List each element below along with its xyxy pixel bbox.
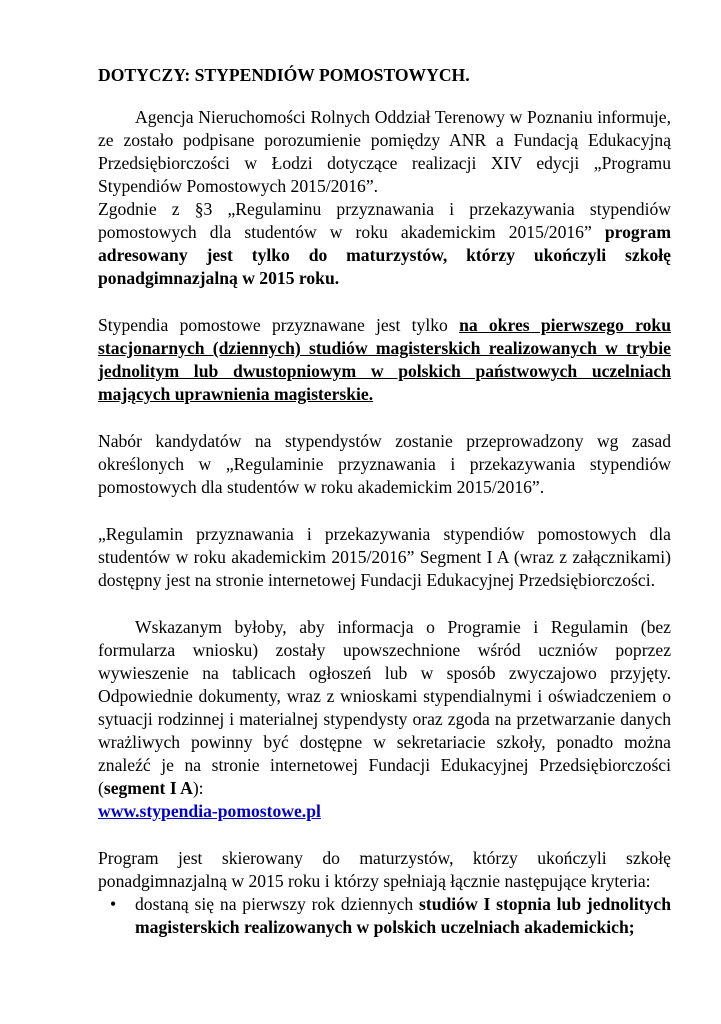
regulation-bold-text: program adresowany jest tylko do maturzystów, którzy ukończyli szkołę ponadgimnazjalną w 2015 roku.	[98, 222, 671, 288]
paragraph-program-criteria	[98, 847, 671, 893]
recruitment-text: Nabór kandydatów na stypendystów zostanie przeprowadzony wg zasad określonych w „Regulaminie przyznawania i przekazywania stypendiów pomostowych dla studentów w roku akademickim 2015/2016”.	[98, 431, 671, 497]
paragraph-regulation-availability	[98, 523, 671, 592]
information-after: ):	[192, 778, 204, 798]
announcement-text: Agencja Nieruchomości Rolnych Oddział Terenowy w Poznaniu informuje, ze zostało podpisane porozumienie pomiędzy ANR a Fundacją Edukacyjną Przedsiębiorczości w Łodzi dotyczące realizacji XIV edycji „Programu Stypendiów Pomostowych 2015/2016”.	[98, 107, 671, 196]
regulation-availability-text: „Regulamin przyznawania i przekazywania stypendiów pomostowych dla studentów w roku akademickim 2015/2016” Segment I A (wraz z załącznikami) dostępny jest na stronie internetowej Fundacji Edukacyjnej Przedsiębiorczości.	[98, 524, 671, 590]
scholarship-period-underlined: na okres pierwszego roku stacjonarnych (dziennych) studiów magisterskich realizowanych w trybie jednolitym lub dwustopniowym w polskich państwowych uczelniach mających uprawnienia magisterskie.	[98, 315, 671, 404]
bullet-icon: •	[110, 894, 117, 914]
regulation-text: Zgodnie z §3 „Regulaminu przyznawania i przekazywania stypendiów pomostowych dla studentów w roku akademickim 2015/2016”	[98, 199, 671, 242]
paragraph-regulation	[98, 198, 671, 290]
paragraph-scholarship-period	[98, 314, 671, 406]
document-page	[98, 64, 671, 939]
document-heading: DOTYCZY: STYPENDIÓW POMOSTOWYCH.	[98, 65, 470, 85]
information-segment: segment I A	[103, 778, 193, 798]
paragraph-recruitment	[98, 430, 671, 499]
paragraph-information	[98, 616, 671, 823]
list-item	[98, 893, 671, 939]
paragraph-announcement	[98, 106, 671, 198]
criteria-list	[98, 893, 671, 939]
scholarship-period-text: Stypendia pomostowe przyznawane jest tylko	[98, 315, 460, 335]
information-text: Wskazanym byłoby, aby informacja o Programie i Regulamin (bez formularza wniosku) zostały upowszechnione wśród uczniów poprzez wywieszenie na tablicach ogłoszeń lub w sposób zwyczajowo przyjęty. Odpowiednie dokumenty, wraz z wnioskami stypendialnymi i oświadczeniem o sytuacji rodzinnej i materialnej stypendysty oraz zgoda na przetwarzanie danych wrażliwych powinny być dostępne w sekretariacie szkoły, ponadto można znaleźć je na stronie internetowej Fundacji Edukacyjnej Przedsiębiorczości (	[98, 617, 671, 798]
website-link[interactable]: www.stypendia-pomostowe.pl	[98, 801, 321, 821]
criteria-bold-text: studiów I stopnia lub jednolitych magisterskich realizowanych w polskich uczelniach akademickich;	[135, 894, 671, 937]
criteria-text: dostaną się na pierwszy rok dziennych	[135, 894, 419, 914]
program-criteria-text: Program jest skierowany do maturzystów, którzy ukończyli szkołę ponadgimnazjalną w 2015 roku i którzy spełniają łącznie następujące kryteria:	[98, 848, 671, 891]
